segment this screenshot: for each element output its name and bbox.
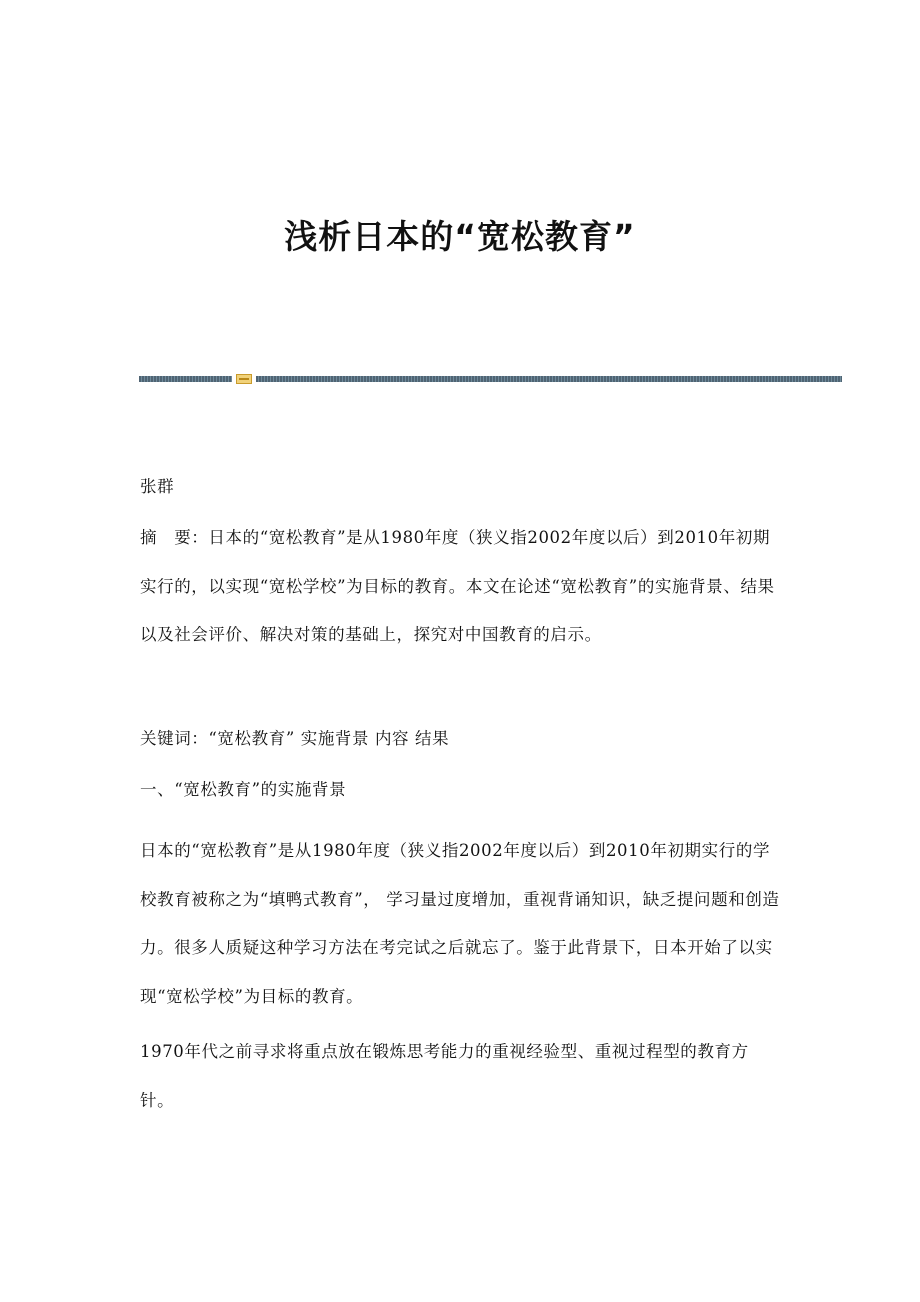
divider-bar-left xyxy=(139,376,232,382)
divider-emblem-icon xyxy=(236,374,252,384)
keywords-line: 关键词：“宽松教育” 实施背景 内容 结果 xyxy=(140,729,450,748)
body-paragraph: 1970年代之前寻求将重点放在锻炼思考能力的重视经验型、重视过程型的教育方针。 xyxy=(140,1042,749,1110)
title-divider xyxy=(139,374,842,384)
section-heading: 一、“宽松教育”的实施背景 xyxy=(140,780,347,799)
divider-bar-right xyxy=(256,376,842,382)
body-paragraph: 日本的“宽松教育”是从1980年度（狭义指2002年度以后）到2010年初期实行的学校教育被称之为“填鸭式教育”， 学习量过度增加，重视背诵知识，缺乏提问题和创造力。很多人质疑这种学习方法在考完试之后就忘了。鉴于此背景下，日本开始了以实现“宽松学校”为目标的教育。 xyxy=(140,841,780,1006)
document-title: 浅析日本的“宽松教育” xyxy=(284,217,636,256)
abstract-paragraph: 摘 要：日本的“宽松教育”是从1980年度（狭义指2002年度以后）到2010年初期实行的，以实现“宽松学校”为目标的教育。本文在论述“宽松教育”的实施背景、结果以及社会评价、解决对策的基础上，探究对中国教育的启示。 xyxy=(140,528,775,644)
author-name: 张群 xyxy=(140,477,175,496)
